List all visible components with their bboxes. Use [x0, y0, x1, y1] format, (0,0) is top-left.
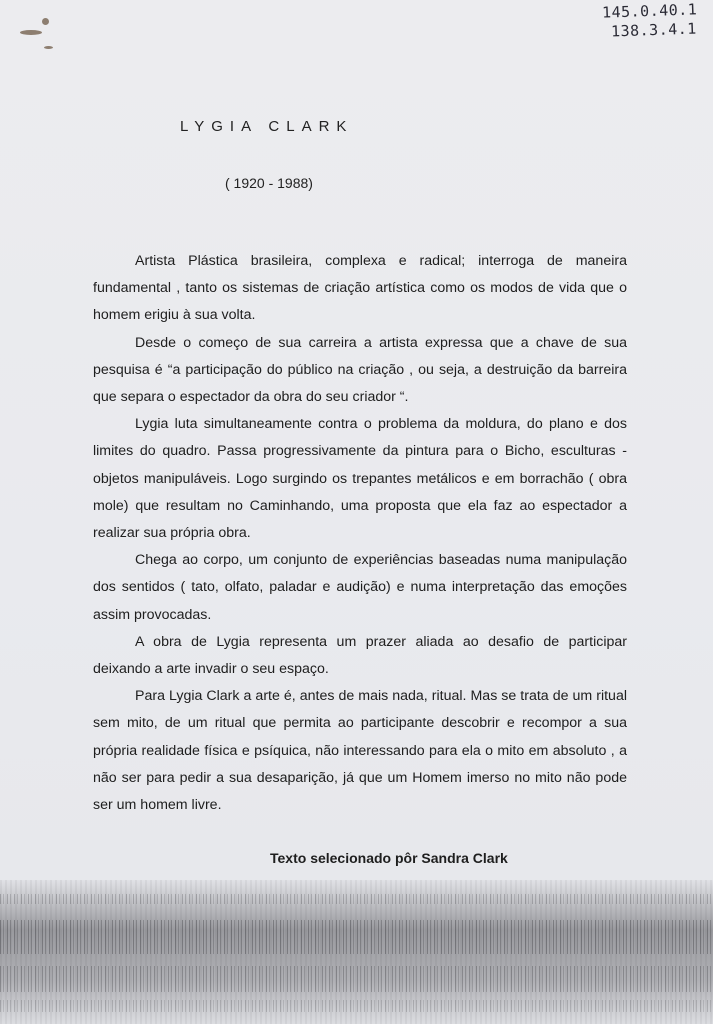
- scan-noise-band: [0, 966, 713, 992]
- paper-speck: [44, 46, 53, 49]
- paragraph: Artista Plástica brasileira, complexa e radical; interroga de maneira fundamental , tanto os sistemas de criação artística como os modos de vida que o homem erigiu à sua volta.: [93, 253, 627, 324]
- scan-noise-band: [0, 894, 713, 904]
- credit-line: Texto selecionado pôr Sandra Clark: [270, 850, 508, 866]
- scan-noise-band: [0, 920, 713, 954]
- scan-noise: [0, 880, 713, 1024]
- archive-code: 138.3.4.1: [610, 19, 698, 41]
- paragraph: A obra de Lygia representa um prazer aliada ao desafio de participar deixando a arte invadir o seu espaço.: [93, 633, 627, 678]
- body-text: [93, 248, 627, 819]
- life-years: ( 1920 - 1988): [225, 175, 313, 191]
- paragraph: Chega ao corpo, um conjunto de experiências baseadas numa manipulação dos sentidos ( tato, olfato, paladar e audição) e numa interpretação das emoções assim provocadas.: [93, 552, 627, 623]
- paragraph: Lygia luta simultaneamente contra o problema da moldura, do plano e dos limites do quadro. Passa progressivamente da pintura para o Bicho, esculturas - objetos manipuláveis. Logo surgindo os trepantes metálicos e em borrachão ( obra mole) que resultam no Caminhando, uma proposta que ela faz ao espectador a realizar sua própria obra.: [93, 416, 627, 542]
- archive-code: 145.0.40.1: [601, 0, 698, 22]
- paragraph: Desde o começo de sua carreira a artista expressa que a chave de sua pesquisa é “a participação do público na criação , ou seja, a destruição da barreira que separa o espectador da obra do seu criador “.: [93, 334, 627, 406]
- page-title: LYGIA CLARK: [180, 118, 354, 135]
- scan-noise-band: [0, 1000, 713, 1012]
- paper-speck: [20, 30, 42, 35]
- paragraph: Para Lygia Clark a arte é, antes de mais nada, ritual. Mas se trata de um ritual sem mito, de um ritual que permita ao participante descobrir e recompor a sua própria realidade física e psíquica, não interessando para ela o mito em absoluto , a não ser para pedir a sua desaparição, já que um Homem imerso no mito não pode ser um homem livre.: [93, 688, 627, 814]
- paper-speck: [42, 18, 49, 25]
